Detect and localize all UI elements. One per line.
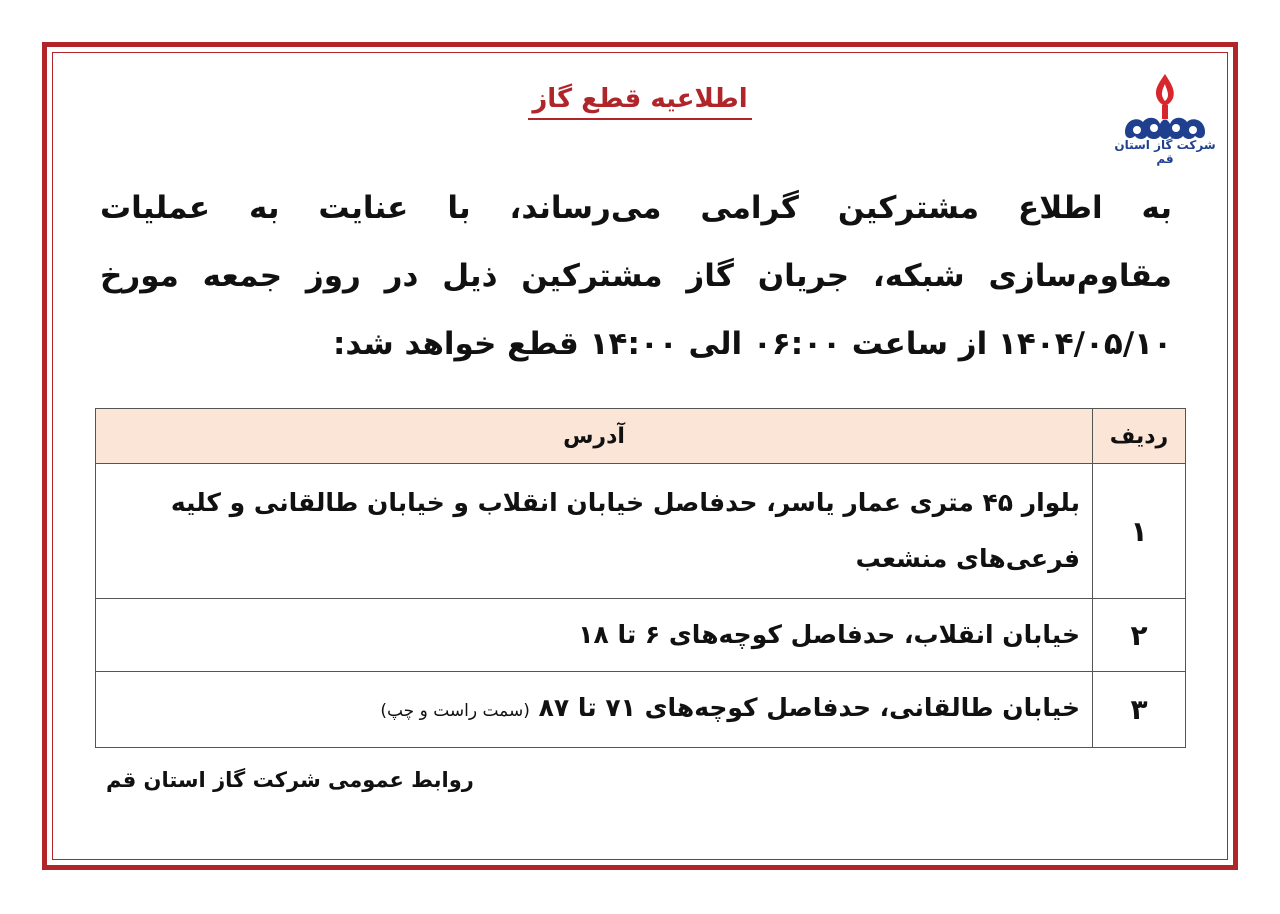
address-text: خیابان طالقانی، حدفاصل کوچه‌های ۷۱ تا ۸۷ (538, 693, 1080, 722)
address-note: (سمت راست و چپ) (380, 701, 530, 721)
row-address (96, 672, 1093, 748)
row-number: ۱ (1093, 464, 1186, 599)
row-number: ۳ (1093, 672, 1186, 748)
table-row (96, 464, 1186, 599)
address-text: خیابان انقلاب، حدفاصل کوچه‌های ۶ تا ۱۸ (578, 620, 1080, 649)
table-header-row (96, 409, 1186, 464)
intro-line-2: مقاوم‌سازی شبکه، جریان گاز مشترکین ذیل در روز جمعه مورخ (100, 258, 1172, 294)
address-text: بلوار ۴۵ متری عمار یاسر، حدفاصل خیابان انقلاب و خیابان طالقانی و کلیه فرعی‌های منشعب (170, 488, 1080, 573)
header-address: آدرس (96, 409, 1093, 464)
header-row-number: ردیف (1093, 409, 1186, 464)
page-title: اطلاعیه قطع گاز (528, 84, 751, 120)
address-table (95, 408, 1186, 748)
row-address (96, 464, 1093, 599)
row-address (96, 599, 1093, 672)
table-row (96, 672, 1186, 748)
footer-signature: روابط عمومی شرکت گاز استان قم (106, 768, 474, 792)
table-row (96, 599, 1186, 672)
row-number: ۲ (1093, 599, 1186, 672)
logo-caption: شرکت گاز استان قم (1114, 138, 1216, 166)
page-title-wrap (0, 84, 1280, 124)
intro-line-1: به اطلاع مشترکین گرامی می‌رساند، با عنایت به عملیات (100, 190, 1172, 226)
intro-line-3: ۱۴۰۴/۰۵/۱۰ از ساعت ۰۶:۰۰ الی ۱۴:۰۰ قطع خواهد شد: (332, 326, 1172, 362)
